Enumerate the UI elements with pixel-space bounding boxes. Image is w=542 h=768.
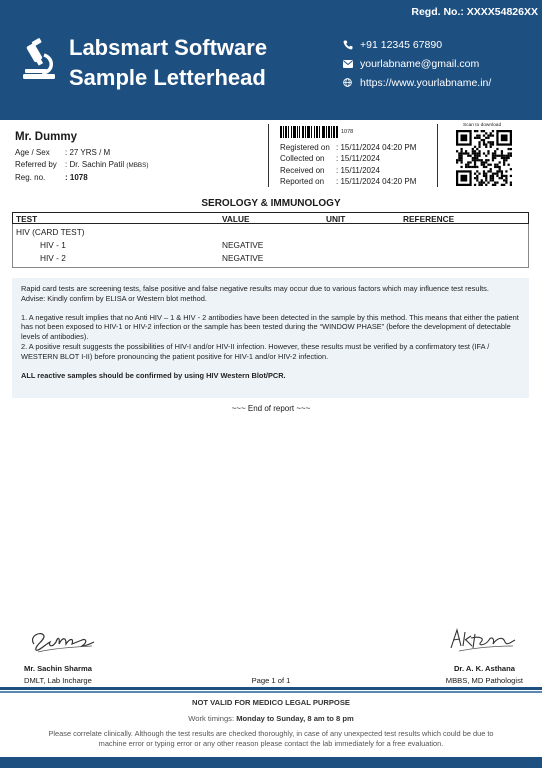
signature-left [26, 624, 98, 656]
timings-value: Monday to Sunday, 8 am to 8 pm [236, 714, 354, 723]
test-name: HIV - 1 [40, 240, 66, 250]
reported-row [280, 176, 416, 187]
barcode [280, 126, 338, 138]
scan-label: Scan to download [463, 123, 502, 128]
footer-disclaimer: Please correlate clinically. Although the test results are checked thoroughly, in case of any unexpected test results which could be due to machine error or typing error or any other reason please contact the lab immediately for a free evaluation. [48, 729, 494, 748]
col-unit: UNIT [326, 214, 346, 224]
divider [268, 124, 269, 187]
signatory-right-name: Dr. A. K. Asthana [453, 664, 515, 673]
brand-line-2: Sample Letterhead [69, 65, 266, 90]
contact-email-text[interactable]: yourlabname@gmail.com [360, 57, 480, 70]
lab-brand-name [69, 33, 267, 93]
contact-phone-text: +91 12345 67890 [360, 38, 443, 51]
microscope-icon [22, 38, 56, 80]
registered-value: : 15/11/2024 04:20 PM [336, 143, 417, 152]
not-valid-notice: NOT VALID FOR MEDICO LEGAL PURPOSE [192, 698, 350, 707]
contact-website-text[interactable]: https://www.yourlabname.in/ [360, 76, 492, 89]
received-value: : 15/11/2024 [336, 165, 380, 175]
end-of-report: ~~~ End of report ~~~ [231, 404, 311, 413]
col-reference: REFERENCE [403, 214, 455, 224]
results-table-header [12, 212, 529, 224]
note-point-2: 2. A positive result suggests the possibilities of HIV-I and/or HIV-II infection. However, these results must be verified by a confirmatory test (IFA / WESTERN BLOT I-II) before pronouncing the patient positive for HIV-1 and/or HIV-2 infection. [21, 341, 490, 361]
referred-row [15, 159, 148, 172]
footer-bar [0, 757, 542, 768]
registered-label: Registered on [280, 143, 330, 152]
contact-website [343, 73, 491, 92]
patient-name: Mr. Dummy [15, 131, 77, 143]
registered-row [280, 142, 416, 153]
referred-label: Referred by [15, 160, 57, 169]
test-name: HIV - 2 [40, 253, 66, 263]
signatory-left-title: DMLT, Lab Incharge [24, 676, 92, 685]
signatory-left-name: Mr. Sachin Sharma [24, 664, 92, 673]
letterhead-header [0, 0, 542, 120]
collected-label: Collected on [280, 154, 325, 164]
received-label: Received on [280, 165, 325, 175]
results-table-body [12, 224, 529, 268]
footer-divider-light [0, 691, 542, 693]
work-timings [0, 714, 542, 723]
mail-icon [343, 60, 360, 68]
divider [437, 124, 438, 187]
collected-value: : 15/11/2024 [336, 154, 380, 164]
referred-suffix: (MBBS) [126, 162, 149, 169]
test-value: NEGATIVE [222, 240, 264, 250]
referred-value: : Dr. Sachin Patil [65, 160, 125, 169]
col-test: TEST [16, 214, 38, 224]
globe-icon [343, 78, 360, 87]
reported-value: : 15/11/2024 04:20 PM [336, 176, 417, 186]
contact-email [343, 54, 491, 73]
received-row [280, 165, 416, 176]
patient-info [15, 147, 148, 184]
barcode-number: 1078 [341, 129, 354, 135]
qr-code[interactable] [456, 130, 512, 186]
reg-label: Reg. no. [15, 173, 46, 182]
phone-icon [343, 40, 360, 50]
contact-phone [343, 35, 491, 54]
reg-value: : 1078 [65, 173, 88, 182]
interpretation-notes [12, 278, 529, 398]
signatory-right-title: MBBS, MD Pathologist [445, 676, 523, 685]
reg-row [15, 172, 148, 184]
signature-right [445, 624, 517, 656]
note-point-1: 1. A negative result implies that no Anti HIV – 1 & HIV - 2 antibodies have been detected in the sample by this method. This means that either the patient has not been exposed to HIV-1 or HIV-2 infection or the sample has been tested during the “WINDOW PHASE” (before the development of detectable levels of antibodies). [21, 312, 519, 342]
test-group: HIV (CARD TEST) [16, 227, 85, 237]
timings-label: Work timings: [188, 714, 235, 723]
age-sex-label: Age / Sex [15, 148, 50, 157]
note-advice: Advise: Kindly confirm by ELISA or Western blot method. [21, 293, 207, 303]
age-sex-value: : 27 YRS / M [65, 148, 111, 157]
note-paragraph: Rapid card tests are screening tests, false positive and false negative results may occur due to various factors which may influence test results. [21, 284, 489, 293]
col-value: VALUE [222, 214, 250, 224]
note-confirmation: ALL reactive samples should be confirmed by using HIV Western Blot/PCR. [21, 370, 286, 380]
age-sex-row [15, 147, 148, 159]
registration-number: Regd. No.: XXXX54826XX [411, 6, 538, 18]
report-dates [280, 142, 416, 187]
brand-line-1: Labsmart Software [69, 35, 268, 60]
collected-row [280, 153, 416, 164]
footer-divider [0, 687, 542, 690]
test-value: NEGATIVE [222, 253, 264, 263]
contact-list [343, 35, 491, 92]
reported-label: Reported on [280, 176, 325, 186]
section-title: SEROLOGY & IMMUNOLOGY [201, 198, 341, 209]
page-number: Page 1 of 1 [251, 676, 291, 685]
